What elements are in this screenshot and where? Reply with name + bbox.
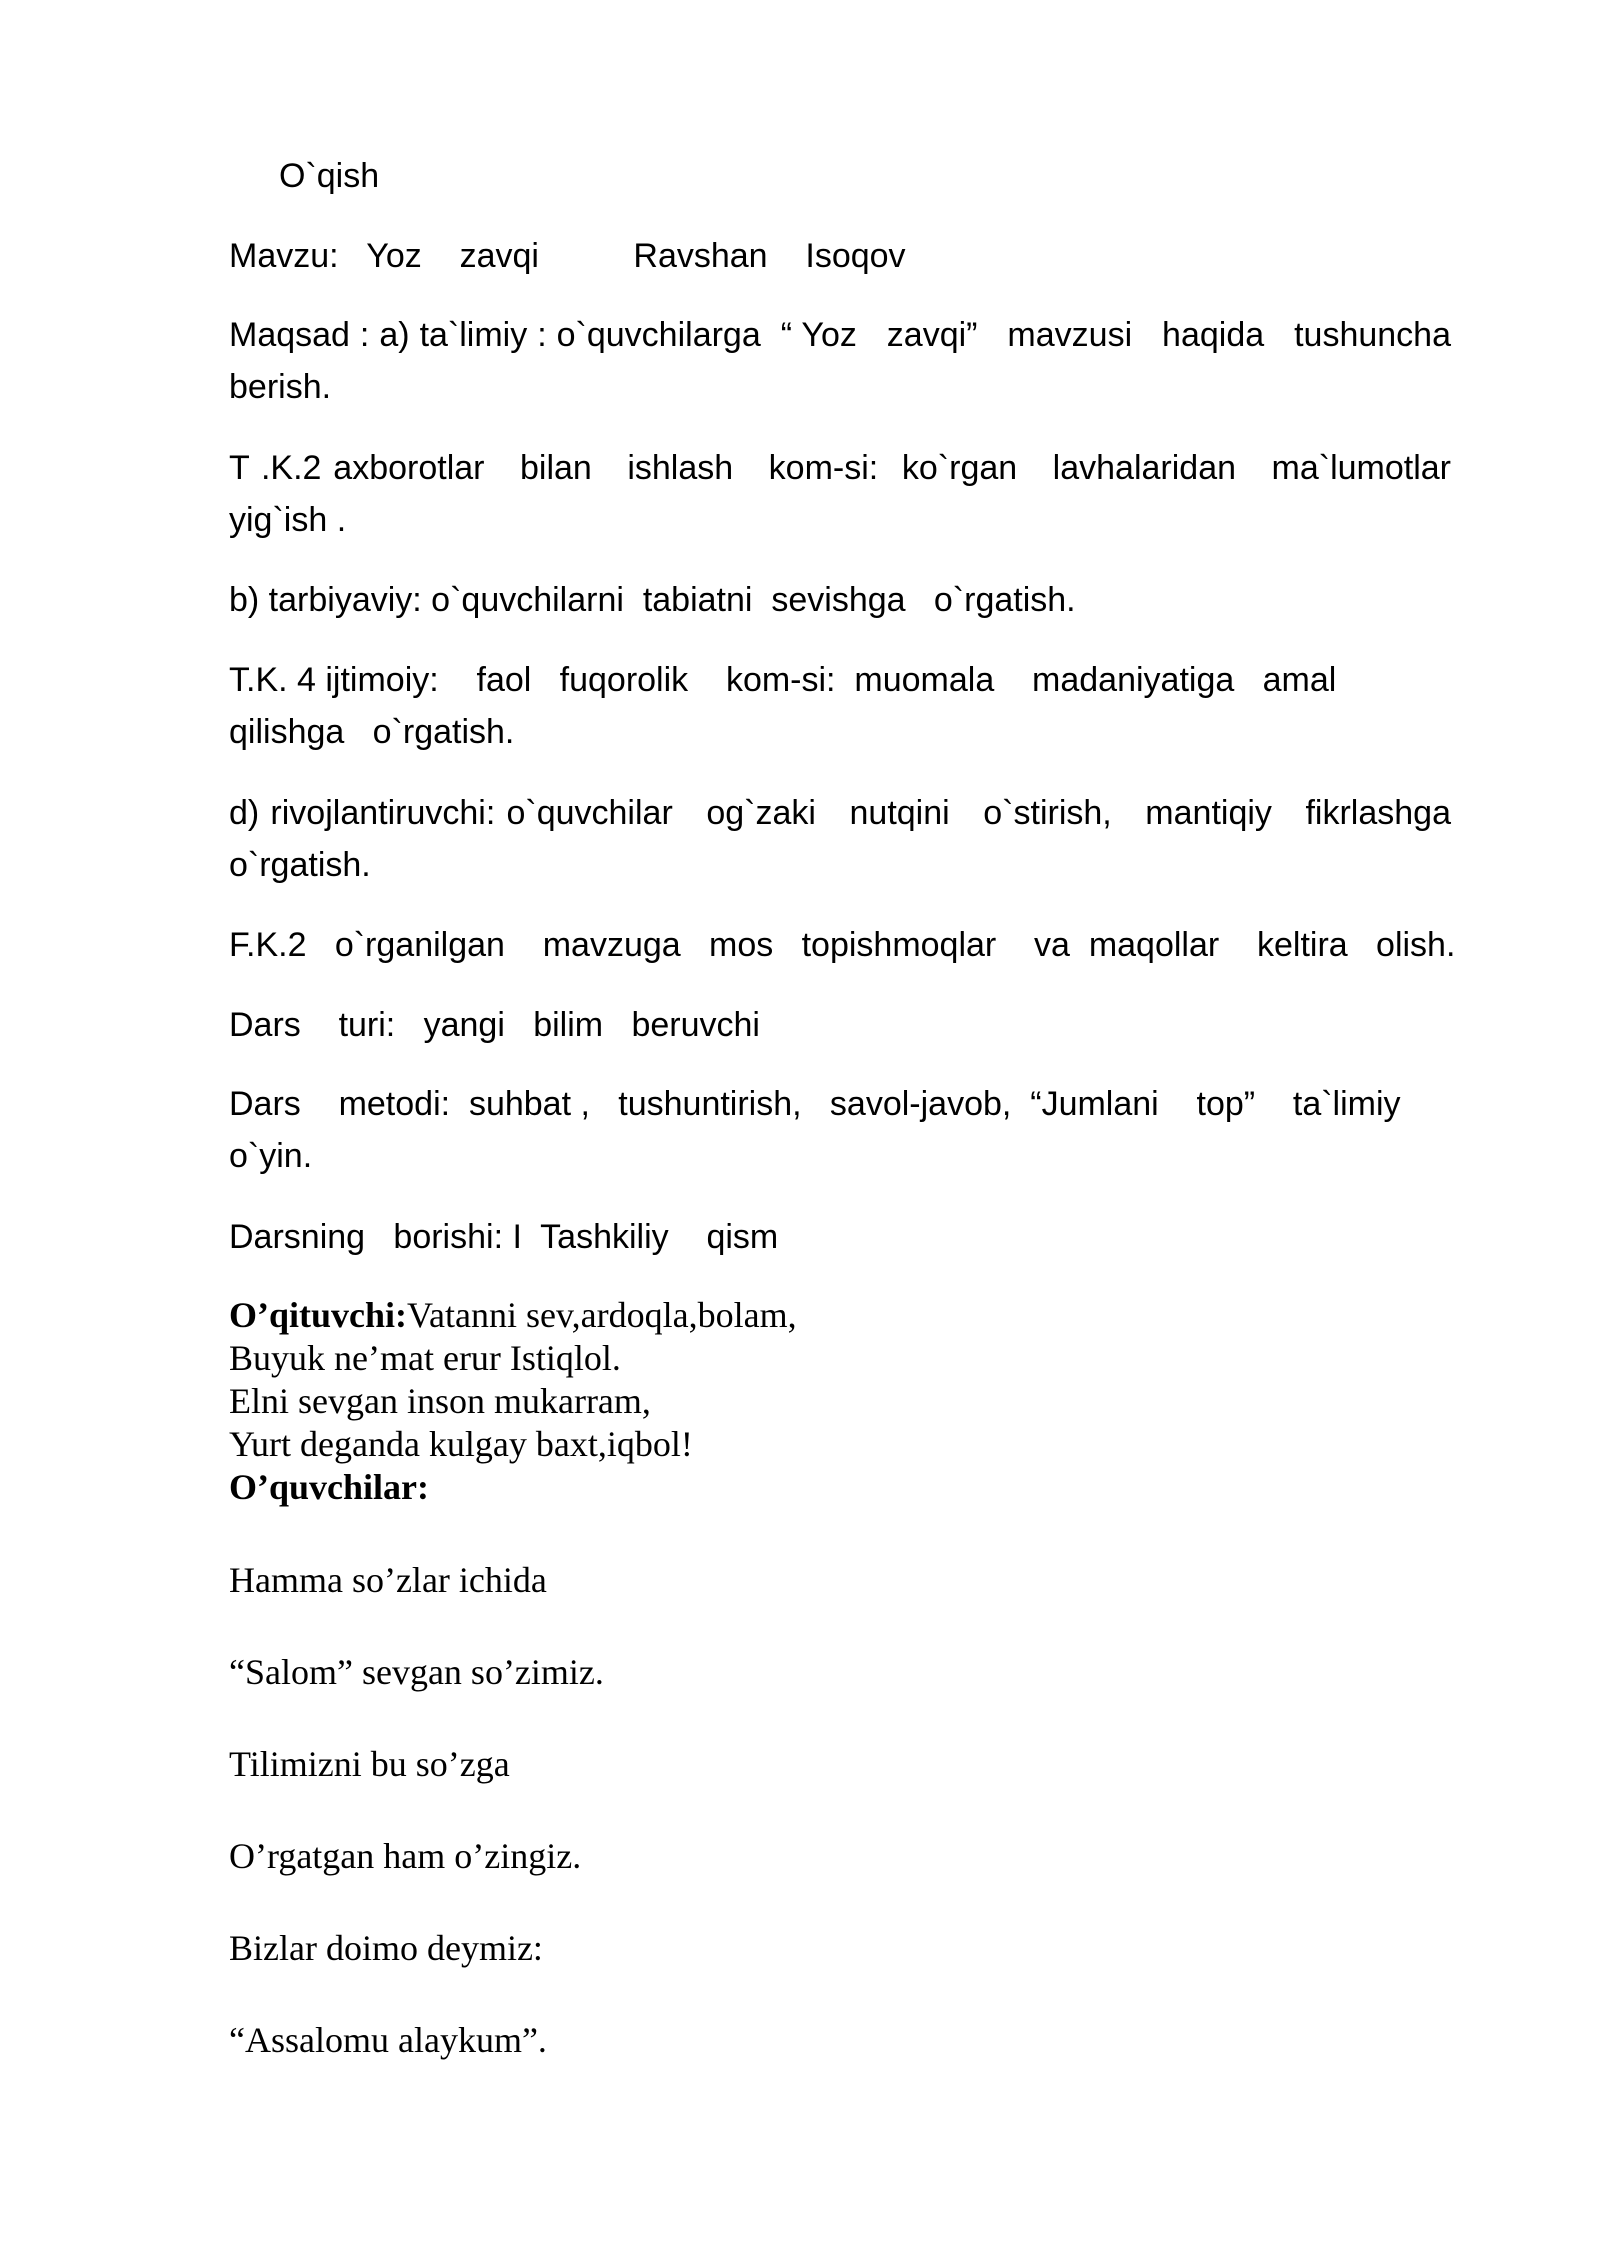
lesson-method-line2: o`yin. xyxy=(229,1137,313,1175)
competence-tk2: T .K.2 axborotlar bilan ishlash kom-si: ko`rgan lavhalaridan ma`lumotlar yig`ish . xyxy=(229,449,1461,539)
students-poem-line-6: “Assalomu alaykum”. xyxy=(229,2020,547,2060)
teacher-poem-line-4: Yurt deganda kulgay baxt,iqbol! xyxy=(229,1424,693,1464)
lesson-type: Dars turi: yangi bilim beruvchi xyxy=(229,1006,760,1044)
competence-tk4-line1: T.K. 4 ijtimoiy: faol fuqorolik kom-si: muomala madaniyatiga amal xyxy=(229,661,1337,699)
competence-fk2: F.K.2 o`rganilgan mavzuga mos topishmoqlar va maqollar keltira olish. xyxy=(229,926,1456,964)
teacher-poem-line-1 xyxy=(229,1294,797,1337)
goal-upbringing: b) tarbiyaviy: o`quvchilarni tabiatni sevishga o`rgatish. xyxy=(229,581,1076,619)
students-poem-line-4: O’rgatgan ham o’zingiz. xyxy=(229,1836,582,1876)
goal-developmental: d) rivojlantiruvchi: o`quvchilar og`zaki nutqini o`stirish, mantiqiy fikrlashga o`rgatish. xyxy=(229,794,1461,884)
students-poem-line-5: Bizlar doimo deymiz: xyxy=(229,1928,543,1968)
lesson-method-line1: Dars metodi: suhbat , tushuntirish, savol-javob, “Jumlani top” ta`limiy xyxy=(229,1085,1401,1123)
students-label-text: O’quvchilar: xyxy=(229,1467,430,1507)
lesson-progress: Darsning borishi: I Tashkiliy qism xyxy=(229,1218,779,1256)
teacher-poem-first-text: Vatanni sev,ardoqla,bolam, xyxy=(407,1295,797,1335)
goal-educational: Maqsad : a) ta`limiy : o`quvchilarga “ Yoz zavqi” mavzusi haqida tushuncha berish. xyxy=(229,316,1461,406)
teacher-poem-line-2: Buyuk ne’mat erur Istiqlol. xyxy=(229,1338,621,1378)
topic-line: Mavzu: Yoz zavqi Ravshan Isoqov xyxy=(229,237,906,275)
teacher-poem-line-3: Elni sevgan inson mukarram, xyxy=(229,1381,651,1421)
competence-tk4-line2: qilishga o`rgatish. xyxy=(229,713,515,751)
lesson-heading: O`qish xyxy=(279,157,380,195)
students-poem-line-2: “Salom” sevgan so’zimiz. xyxy=(229,1652,604,1692)
students-poem-line-3: Tilimizni bu so’zga xyxy=(229,1744,510,1784)
students-label xyxy=(229,1466,429,1509)
teacher-label: O’qituvchi: xyxy=(229,1295,408,1335)
students-poem-line-1: Hamma so’zlar ichida xyxy=(229,1560,547,1600)
